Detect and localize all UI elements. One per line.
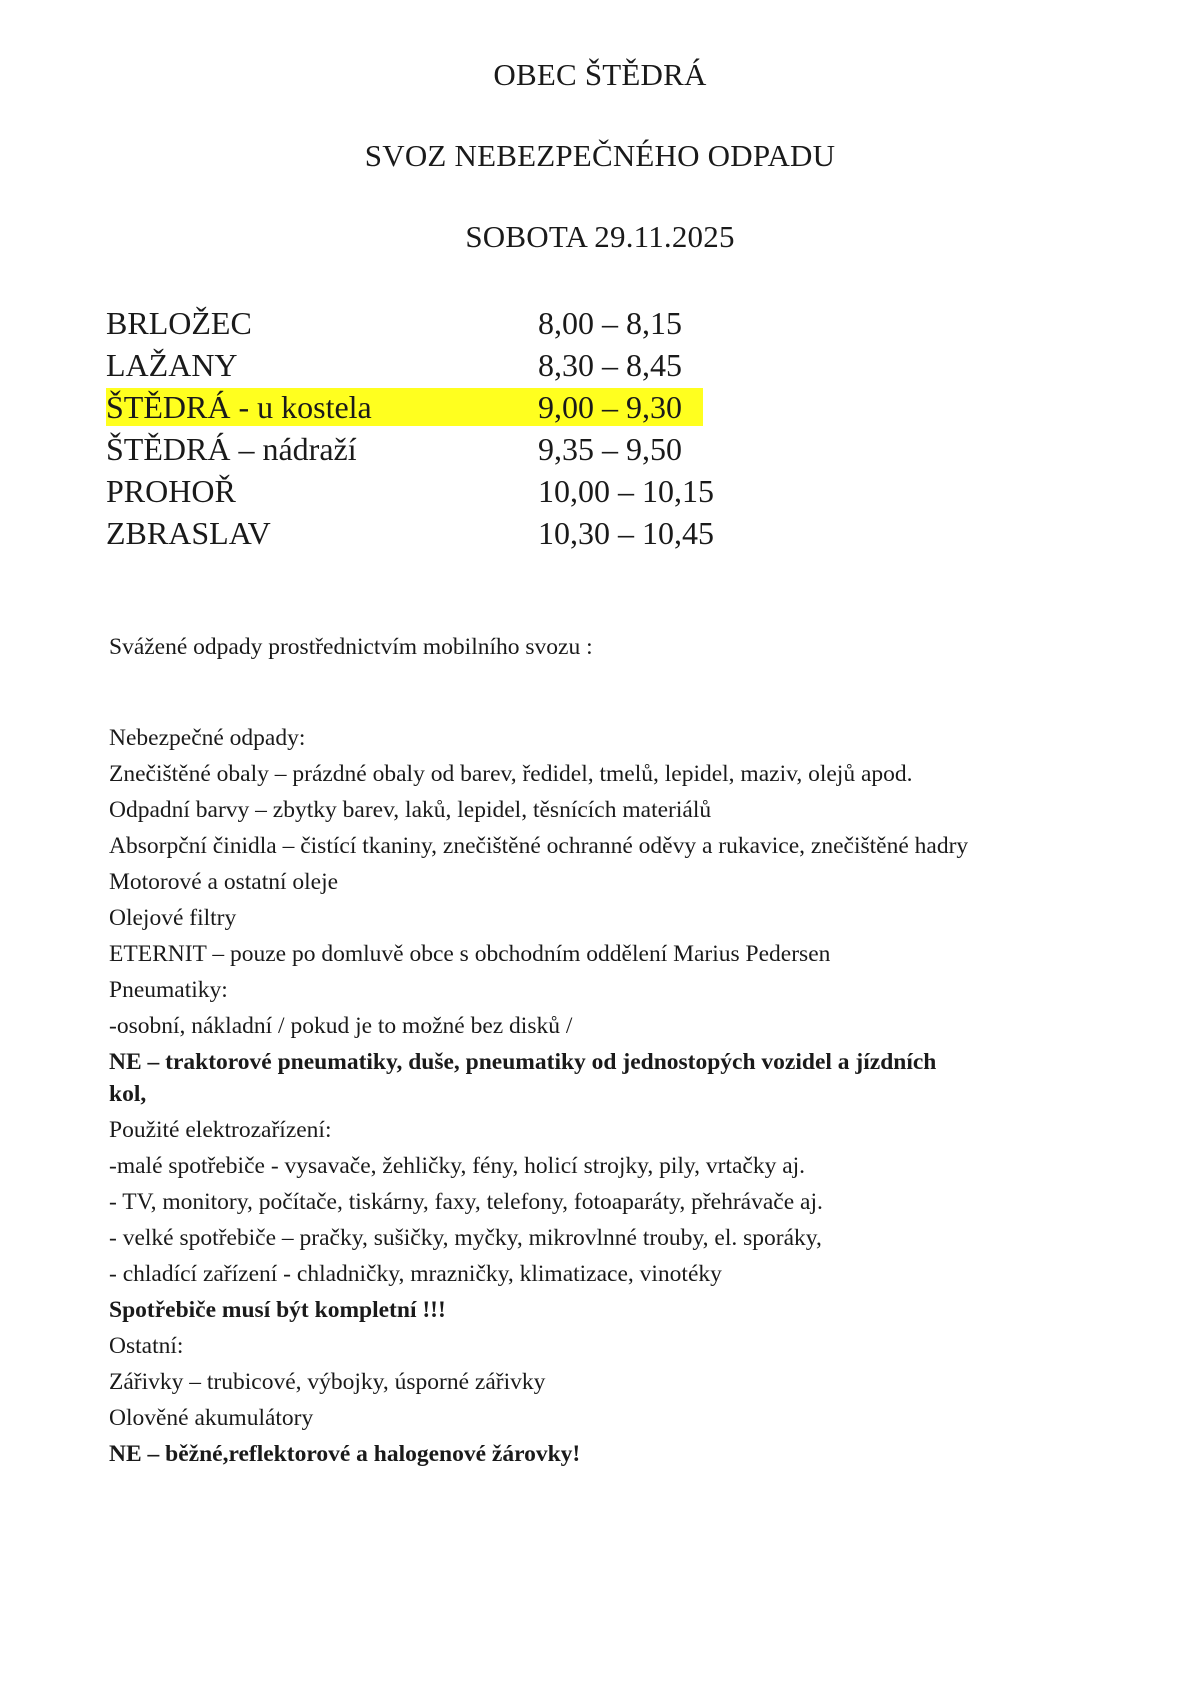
section-heading-electronics: Použité elektrozařízení: — [109, 1117, 332, 1143]
schedule-place: ŠTĚDRÁ – nádraží — [106, 431, 357, 467]
municipality-title: OBEC ŠTĚDRÁ — [493, 57, 707, 92]
list-item: Absorpční činidla – čistící tkaniny, znečištěné ochranné oděvy a rukavice, znečištěné hadry — [109, 833, 969, 859]
schedule-time: 9,00 – 9,30 — [538, 389, 682, 425]
section-heading-other: Ostatní: — [109, 1333, 184, 1359]
schedule-row — [106, 428, 746, 470]
list-item: ETERNIT – pouze po domluvě obce s obchodním oddělení Marius Pedersen — [109, 941, 831, 967]
list-item: Znečištěné obaly – prázdné obaly od barev, ředidel, tmelů, lepidel, maziv, olejů apod. — [109, 761, 913, 787]
schedule-table — [106, 302, 746, 554]
warning-not-accepted-tires: NE – traktorové pneumatiky, duše, pneumatiky od jednostopých vozidel a jízdních kol, — [109, 1049, 937, 1107]
section-heading-tires: Pneumatiky: — [109, 977, 228, 1003]
spacer — [109, 670, 1009, 720]
list-item: - TV, monitory, počítače, tiskárny, faxy, telefony, fotoaparáty, přehrávače aj. — [109, 1189, 823, 1215]
schedule-place: ŠTĚDRÁ - u kostela — [106, 389, 372, 425]
schedule-row — [106, 344, 746, 386]
schedule-row — [106, 512, 746, 554]
list-item: -osobní, nákladní / pokud je to možné bez disků / — [109, 1013, 573, 1039]
list-item: - velké spotřebiče – pračky, sušičky, myčky, mikrovlnné trouby, el. sporáky, — [109, 1225, 822, 1251]
intro-text: Svážené odpady prostřednictvím mobilního svozu : — [109, 634, 593, 660]
list-item: - chladící zařízení - chladničky, mrazničky, klimatizace, vinotéky — [109, 1261, 722, 1287]
list-item: Zářivky – trubicové, výbojky, úsporné zářivky — [109, 1369, 546, 1395]
section-heading-hazardous: Nebezpečné odpady: — [109, 725, 306, 751]
schedule-time: 10,30 – 10,45 — [538, 515, 714, 551]
schedule-row — [106, 470, 746, 512]
schedule-place: PROHOŘ — [106, 473, 236, 509]
schedule-time: 10,00 – 10,15 — [538, 473, 714, 509]
schedule-row-highlighted — [106, 386, 746, 428]
schedule-time: 9,35 – 9,50 — [538, 431, 682, 467]
waste-description — [109, 624, 1009, 1472]
schedule-row — [106, 302, 746, 344]
list-item: Olověné akumulátory — [109, 1405, 314, 1431]
schedule-place: LAŽANY — [106, 347, 238, 383]
schedule-place: ZBRASLAV — [106, 515, 271, 551]
warning-not-accepted-bulbs: NE – běžné,reflektorové a halogenové žárovky! — [109, 1441, 581, 1467]
notice-subject: SVOZ NEBEZPEČNÉHO ODPADU — [364, 138, 836, 173]
list-item: Olejové filtry — [109, 905, 237, 931]
collection-date: SOBOTA 29.11.2025 — [465, 219, 735, 254]
warning-complete-appliances: Spotřebiče musí být kompletní !!! — [109, 1297, 446, 1323]
list-item: Motorové a ostatní oleje — [109, 869, 339, 895]
schedule-time: 8,00 – 8,15 — [538, 305, 682, 341]
list-item: -malé spotřebiče - vysavače, žehličky, fény, holicí strojky, pily, vrtačky aj. — [109, 1153, 806, 1179]
schedule-place: BRLOŽEC — [106, 305, 252, 341]
list-item: Odpadní barvy – zbytky barev, laků, lepidel, těsnících materiálů — [109, 797, 712, 823]
schedule-time: 8,30 – 8,45 — [538, 347, 682, 383]
